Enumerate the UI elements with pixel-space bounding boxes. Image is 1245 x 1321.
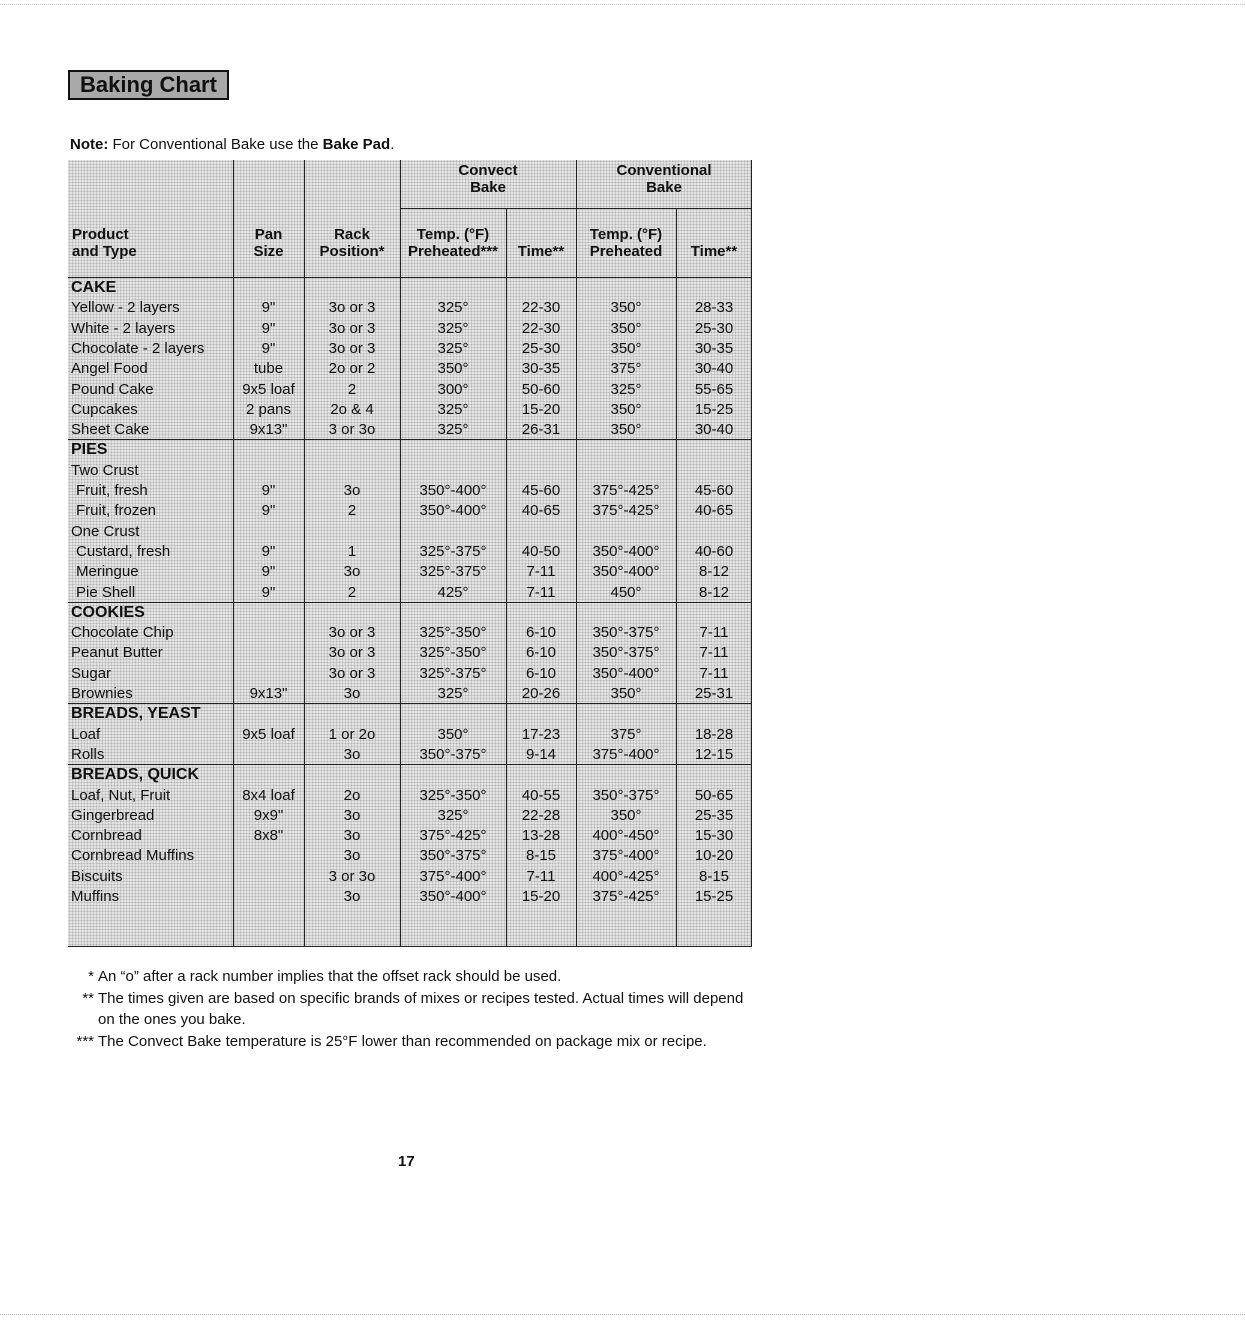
table-cell: 325° [437, 299, 469, 317]
table-cell: 26-31 [521, 421, 561, 439]
bottom-rule [0, 1314, 1245, 1315]
table-cell: 3o or 3 [328, 664, 376, 682]
table-cell: 350° [437, 725, 469, 743]
table-cell: 2 pans [245, 400, 292, 418]
table-cell: 15-25 [694, 888, 734, 905]
table-cell: 3o or 3 [328, 319, 376, 337]
table-cell: 3o or 3 [328, 624, 376, 642]
table-cell: 300° [437, 380, 469, 398]
footnote-mark: ** [82, 989, 94, 1007]
table-cell: 3o [343, 827, 361, 845]
table-cell: 375° [610, 360, 642, 378]
table-cell: 375°-400° [419, 867, 487, 885]
table-cell: 2 [347, 502, 357, 520]
table-cell: 40-65 [521, 502, 561, 520]
header-conv-temp-line1: Temp. (°F) [589, 226, 663, 243]
table-cell: 3o [343, 685, 361, 702]
table-cell: 400°-425° [592, 867, 660, 885]
header-convect-temp-line1: Temp. (°F) [416, 226, 490, 243]
header-divider [68, 277, 752, 278]
section-heading: PIES [71, 441, 108, 459]
header-convect-line1: Convect [458, 162, 518, 179]
table-cell: 9x5 loaf [242, 725, 295, 743]
note-text: For Conventional Bake use the [112, 136, 319, 153]
table-cell: 375°-425° [592, 888, 660, 905]
table-cell: 350° [437, 360, 469, 378]
header-conv-temp-line2: Preheated [589, 243, 663, 260]
table-cell: 6-10 [525, 644, 557, 662]
table-cell: 18-28 [694, 725, 734, 743]
table-cell: 325° [610, 380, 642, 398]
table-cell: 7-11 [699, 624, 729, 642]
header-rack-line1: Rack [334, 226, 370, 243]
note-bold: Bake Pad [322, 136, 391, 153]
table-cell: 15-20 [521, 400, 561, 418]
product-name: Cupcakes [71, 400, 138, 418]
product-name: Chocolate - 2 layers [71, 339, 205, 357]
page-number: 17 [398, 1153, 415, 1170]
table-cell: 2o & 4 [330, 400, 374, 418]
table-cell: 325° [437, 319, 469, 337]
table-cell: 9" [261, 542, 276, 560]
table-cell: 45-60 [521, 482, 561, 499]
table-cell: 9x13" [249, 421, 288, 439]
table-cell: 40-65 [694, 502, 734, 520]
table-cell: 15-30 [694, 827, 734, 845]
product-name: Rolls [71, 745, 105, 763]
table-cell: 9" [261, 339, 276, 357]
table-cell: 3o [343, 847, 361, 865]
product-name: One Crust [71, 522, 140, 540]
table-cell: 7-11 [699, 664, 729, 682]
table-cell: 9" [261, 319, 276, 337]
table-cell: 8-15 [525, 847, 557, 865]
table-cell: 350° [610, 319, 642, 337]
header-pan-line1: Pan [254, 226, 283, 243]
table-cell: 3o or 3 [328, 339, 376, 357]
table-cell: 9" [261, 299, 276, 317]
table-cell: 6-10 [525, 664, 557, 682]
table-cell: 8-12 [698, 563, 730, 581]
product-name: Cornbread [71, 827, 142, 845]
table-cell: 350° [610, 339, 642, 357]
table-cell: 6-10 [525, 624, 557, 642]
table-cell: 325°-350° [419, 644, 487, 662]
table-cell: 350°-400° [419, 502, 487, 520]
table-cell: 15-20 [521, 888, 561, 905]
footnote-text: The Convect Bake temperature is 25°F lower than recommended on package mix or recipe. [98, 1032, 707, 1050]
table-cell: 40-60 [694, 542, 734, 560]
footnote [66, 988, 756, 1031]
product-name: Pie Shell [76, 583, 136, 601]
table-cell: 9" [261, 583, 276, 601]
section-divider [68, 602, 752, 603]
table-cell: 40-50 [521, 542, 561, 560]
table-cell: 9" [261, 563, 276, 581]
table-cell: 350°-375° [592, 644, 660, 662]
section-heading: BREADS, YEAST [71, 705, 201, 723]
table-cell: 350° [610, 806, 642, 824]
product-name: Two Crust [71, 461, 139, 479]
table-cell: 1 or 2o [328, 725, 376, 743]
table-cell: 7-11 [526, 583, 556, 601]
top-rule [0, 4, 1245, 5]
table-cell: 17-23 [521, 725, 561, 743]
product-name: White - 2 layers [71, 319, 176, 337]
table-cell: 350°-375° [592, 624, 660, 642]
baking-chart-table [68, 160, 752, 947]
table-cell: 350°-400° [592, 563, 660, 581]
table-cell: 325° [437, 806, 469, 824]
table-cell: 25-30 [521, 339, 561, 357]
table-cell: 9" [261, 502, 276, 520]
table-cell: 7-11 [526, 563, 556, 581]
table-cell: 20-26 [521, 685, 561, 702]
table-cell: 25-31 [694, 685, 734, 702]
product-name: Gingerbread [71, 806, 155, 824]
table-cell: 55-65 [694, 380, 734, 398]
table-cell: 8-15 [698, 867, 730, 885]
table-cell: 350° [610, 685, 642, 702]
table-cell: 2o [343, 786, 361, 804]
table-cell: 9" [261, 482, 276, 499]
table-cell: 3o [343, 482, 361, 499]
table-cell: 325°-350° [419, 624, 487, 642]
table-cell: 3 or 3o [328, 867, 376, 885]
table-cell: 325° [437, 685, 469, 702]
header-conventional-temp [576, 226, 676, 260]
product-name: Yellow - 2 layers [71, 299, 180, 317]
table-cell: 50-60 [521, 380, 561, 398]
table-cell: 350° [610, 299, 642, 317]
section-heading: COOKIES [71, 603, 145, 621]
table-cell: 350°-375° [592, 786, 660, 804]
table-cell: 3o [343, 563, 361, 581]
header-convect-time: Time** [517, 243, 565, 260]
product-name: Chocolate Chip [71, 624, 174, 642]
table-cell: 325° [437, 400, 469, 418]
table-cell: 350°-400° [419, 888, 487, 905]
table-cell: 15-25 [694, 400, 734, 418]
header-divider [400, 208, 752, 209]
header-pan-size [233, 226, 304, 260]
table-cell: 45-60 [694, 482, 734, 499]
footnote-mark: *** [76, 1032, 94, 1050]
header-convect-line2: Bake [470, 179, 506, 196]
table-cell: 28-33 [694, 299, 734, 317]
table-cell: 350° [610, 400, 642, 418]
table-cell: 12-15 [694, 745, 734, 763]
table-cell: 22-28 [521, 806, 561, 824]
header-product-line2: and Type [72, 243, 137, 260]
footnote-mark: * [88, 968, 94, 985]
product-name: Sugar [71, 664, 112, 682]
page-title: Baking Chart [68, 70, 229, 100]
product-name: Peanut Butter [71, 644, 163, 662]
product-name: Muffins [71, 888, 120, 905]
table-cell: 25-35 [694, 806, 734, 824]
header-rack-line2: Position* [319, 243, 385, 260]
footnote [66, 1031, 756, 1053]
header-product-line1: Product [72, 226, 129, 243]
table-cell: 7-11 [526, 867, 556, 885]
product-name: Loaf [71, 725, 101, 743]
table-cell: 375°-425° [592, 502, 660, 520]
header-conventional-line2: Bake [646, 179, 682, 196]
table-cell: 375°-425° [419, 827, 487, 845]
table-cell: 50-65 [694, 786, 734, 804]
table-cell: 25-30 [694, 319, 734, 337]
note [70, 136, 394, 153]
product-name: Brownies [71, 685, 133, 702]
table-cell: 3o or 3 [328, 644, 376, 662]
product-name: Loaf, Nut, Fruit [71, 786, 171, 804]
table-cell: 9x9" [253, 806, 284, 824]
table-cell: 2o or 2 [328, 360, 376, 378]
header-convect-temp-line2: Preheated*** [407, 243, 499, 260]
product-name: Fruit, fresh [76, 482, 148, 499]
table-cell: 9-14 [525, 745, 557, 763]
table-cell: 350°-375° [419, 745, 487, 763]
footnote [66, 966, 756, 988]
footnotes [66, 966, 756, 1052]
table-cell: 325° [437, 421, 469, 439]
table-cell: 9x13" [249, 685, 288, 702]
table-cell: 350°-375° [419, 847, 487, 865]
product-name: Sheet Cake [71, 421, 150, 439]
table-cell: 375°-400° [592, 745, 660, 763]
table-cell: 2 [347, 380, 357, 398]
section-heading: BREADS, QUICK [71, 766, 200, 784]
footnote-text: The times given are based on specific brands of mixes or recipes tested. Actual times will depend on the ones you bake. [98, 989, 744, 1028]
table-cell: 375°-425° [592, 482, 660, 499]
table-cell: 3o or 3 [328, 299, 376, 317]
header-pan-line2: Size [253, 243, 284, 260]
table-cell: 10-20 [694, 847, 734, 865]
product-name: Fruit, frozen [76, 502, 157, 520]
table-cell: 325°-375° [419, 563, 487, 581]
header-conventional-time: Time** [690, 243, 738, 260]
table-cell: 325°-350° [419, 786, 487, 804]
table-cell: 7-11 [699, 644, 729, 662]
table-cell: 350°-400° [592, 664, 660, 682]
table-cell: 325°-375° [419, 664, 487, 682]
table-cell: 30-35 [694, 339, 734, 357]
table-cell: 425° [437, 583, 469, 601]
table-cell: 350° [610, 421, 642, 439]
table-cell: 30-35 [521, 360, 561, 378]
product-name: Pound Cake [71, 380, 154, 398]
note-period: . [390, 136, 395, 153]
table-cell: 8-12 [698, 583, 730, 601]
table-cell: 350°-400° [419, 482, 487, 499]
table-cell: 3o [343, 888, 361, 905]
header-convect-bake [400, 162, 576, 196]
table-cell: 3 or 3o [328, 421, 376, 439]
table-cell: 30-40 [694, 360, 734, 378]
table-cell: 2 [347, 583, 357, 601]
table-cell: 22-30 [521, 319, 561, 337]
table-cell: 400°-450° [592, 827, 660, 845]
header-conventional-line1: Conventional [616, 162, 712, 179]
header-rack-position [304, 226, 400, 260]
note-label: Note: [70, 136, 109, 153]
table-cell: 30-40 [694, 421, 734, 439]
table-cell: 9x5 loaf [242, 380, 295, 398]
product-name: Custard, fresh [76, 542, 171, 560]
table-cell: 450° [610, 583, 642, 601]
header-convect-temp [400, 226, 506, 260]
section-divider [68, 439, 752, 440]
table-cell: tube [253, 360, 284, 378]
product-name: Biscuits [71, 867, 123, 885]
table-cell: 8x8" [253, 827, 284, 845]
product-name: Meringue [76, 563, 139, 581]
table-cell: 325° [437, 339, 469, 357]
table-cell: 3o [343, 806, 361, 824]
product-name: Cornbread Muffins [71, 847, 195, 865]
table-cell: 350°-400° [592, 542, 660, 560]
table-cell: 13-28 [521, 827, 561, 845]
table-cell: 40-55 [521, 786, 561, 804]
section-heading: CAKE [71, 279, 117, 296]
table-cell: 1 [347, 542, 357, 560]
table-cell: 3o [343, 745, 361, 763]
header-product [72, 226, 137, 260]
table-cell: 375° [610, 725, 642, 743]
table-cell: 325°-375° [419, 542, 487, 560]
table-cell: 375°-400° [592, 847, 660, 865]
product-name: Angel Food [71, 360, 148, 378]
footnote-text: An “o” after a rack number implies that the offset rack should be used. [98, 968, 562, 985]
header-conventional-bake [576, 162, 752, 196]
table-cell: 22-30 [521, 299, 561, 317]
table-cell: 8x4 loaf [242, 786, 295, 804]
